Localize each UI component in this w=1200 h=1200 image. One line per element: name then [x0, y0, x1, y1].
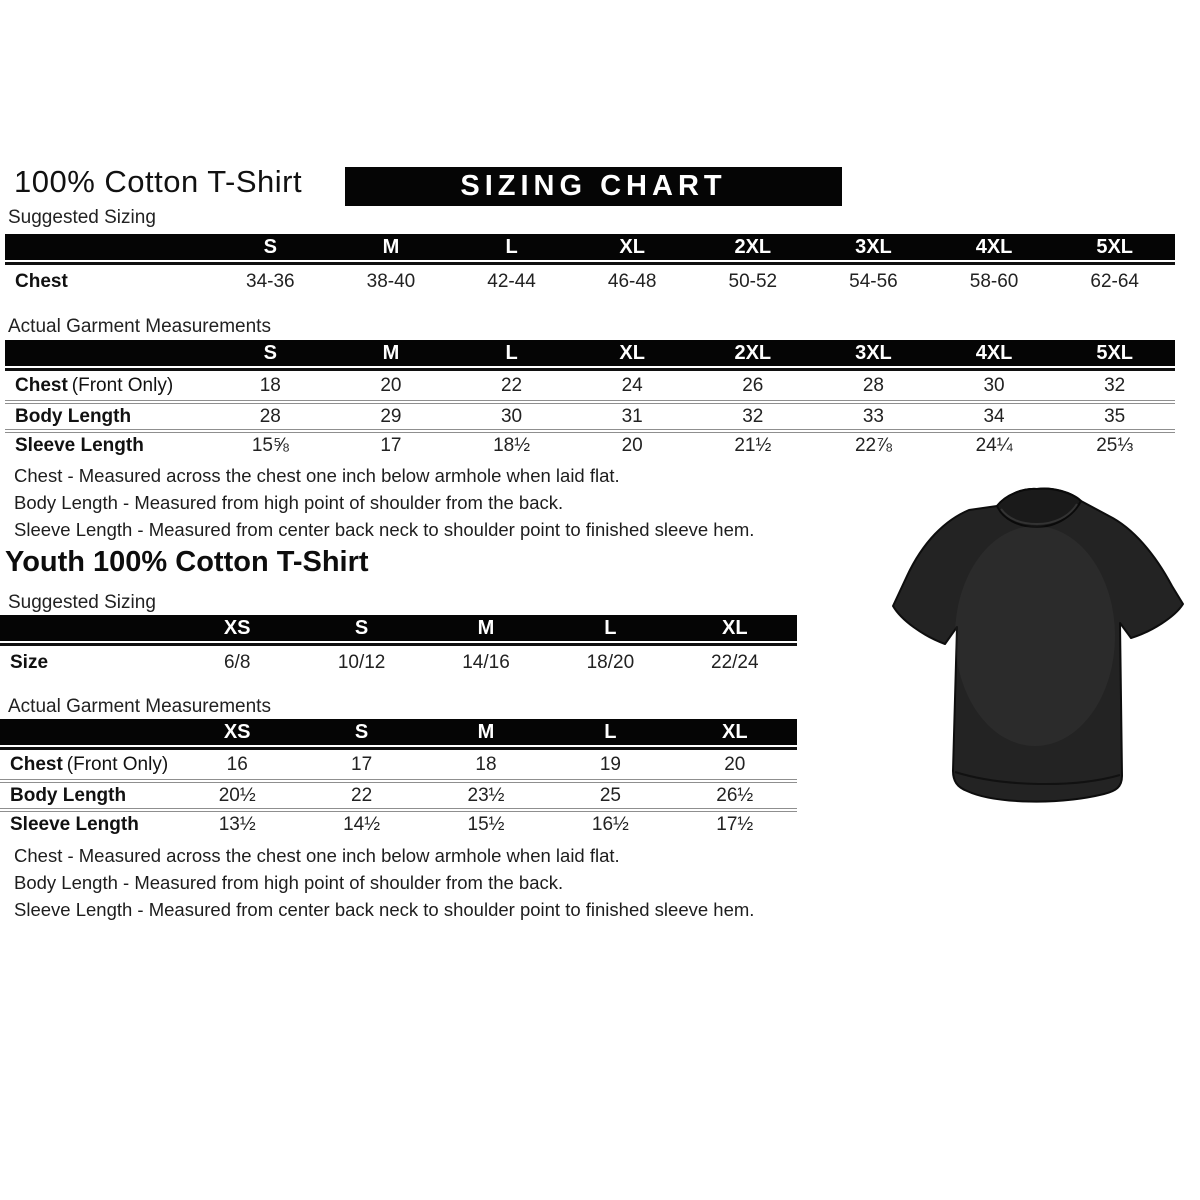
cell-value: 18/20 [586, 651, 635, 673]
size-column-header: XL [722, 721, 748, 743]
cell-value: 10/12 [337, 651, 386, 673]
adult-actual-measurements-table [5, 340, 1175, 458]
table-row [0, 779, 797, 808]
cell-value: 20 [621, 434, 643, 456]
size-column-header: S [354, 721, 369, 743]
cell-value: 16 [226, 753, 248, 775]
cell-value: 32 [1104, 374, 1126, 396]
cell-value: 17½ [716, 813, 754, 835]
cell-value: 14½ [343, 813, 381, 835]
size-column-header: 3XL [855, 236, 892, 258]
cell-value: 32 [742, 405, 764, 427]
table-row [0, 808, 797, 837]
size-column-header: L [604, 721, 617, 743]
adult-measurement-notes [14, 466, 814, 547]
cell-value: 28 [259, 405, 281, 427]
adult-suggested-sizing-label: Suggested Sizing [8, 207, 156, 228]
size-column-header: XS [223, 617, 251, 639]
cell-value: 23½ [467, 784, 505, 806]
size-column-header: 5XL [1096, 342, 1134, 364]
cell-value: 21½ [734, 434, 772, 456]
row-label: Body Length [15, 405, 132, 427]
cell-value: 15½ [467, 813, 505, 835]
cell-value: 34-36 [246, 270, 295, 292]
cell-value: 26½ [716, 784, 754, 806]
cell-value: 54-56 [849, 270, 898, 292]
size-column-header: M [477, 617, 495, 639]
note-sleeve-length: Sleeve Length - Measured from center back neck to shoulder point to finished sleeve hem. [14, 899, 755, 920]
size-column-header: XS [223, 721, 251, 743]
cell-value: 30 [983, 374, 1005, 396]
table-row [0, 646, 797, 679]
cell-value: 46-48 [607, 270, 657, 292]
size-column-header: 5XL [1096, 236, 1134, 258]
cell-value: 20 [724, 753, 746, 775]
size-column-header: 3XL [855, 342, 892, 364]
row-label: Chest [15, 270, 68, 292]
cell-value: 22⅞ [854, 434, 892, 456]
size-column-header: S [354, 617, 369, 639]
cell-value: 22 [500, 374, 523, 396]
row-label: Sleeve Length [15, 434, 144, 456]
page-title: 100% Cotton T-Shirt [14, 164, 303, 199]
cell-value: 25⅓ [1096, 434, 1134, 456]
cell-value: 29 [380, 405, 402, 427]
youth-actual-measurements-table [0, 719, 797, 837]
cell-value: 42-44 [487, 270, 536, 292]
cell-value: 34 [983, 405, 1005, 427]
cell-value: 20 [380, 374, 402, 396]
sizing-chart-banner-label: SIZING CHART [460, 170, 727, 202]
cell-value: 6/8 [223, 651, 251, 673]
adult-suggested-sizing-table [5, 234, 1175, 298]
cell-value: 14/16 [462, 651, 510, 673]
note-body-length: Body Length - Measured from high point of shoulder from the back. [14, 492, 564, 513]
size-column-header: 2XL [734, 236, 772, 258]
table-row [0, 750, 797, 779]
cell-value: 22/24 [711, 651, 759, 673]
table-row [5, 265, 1175, 298]
cell-value: 24¼ [975, 434, 1013, 456]
youth-suggested-header-row [0, 615, 797, 641]
row-label: Body Length [10, 784, 127, 806]
cell-value: 62-64 [1090, 270, 1139, 292]
cell-value: 17 [351, 753, 373, 775]
adult-actual-header-row [5, 340, 1175, 366]
adult-suggested-header-row [5, 234, 1175, 260]
size-column-header: XL [619, 342, 645, 364]
cell-value: 18½ [493, 434, 531, 456]
note-body-length: Body Length - Measured from high point of shoulder from the back. [14, 872, 564, 893]
cell-value: 15⅝ [251, 434, 289, 456]
sizing-chart-banner [345, 167, 842, 206]
cell-value: 28 [862, 374, 884, 396]
youth-measurement-notes [14, 846, 814, 927]
size-column-header: XL [619, 236, 645, 258]
youth-actual-header-row [0, 719, 797, 745]
youth-actual-measurements-label: Actual Garment Measurements [8, 696, 271, 717]
size-column-header: L [604, 617, 617, 639]
cell-value: 38-40 [366, 270, 416, 292]
youth-section-title: Youth 100% Cotton T-Shirt [5, 546, 369, 578]
black-t-shirt-illustration [885, 476, 1193, 808]
cell-value: 13½ [218, 813, 256, 835]
size-column-header: L [505, 342, 518, 364]
table-row [5, 429, 1175, 458]
cell-value: 31 [621, 405, 643, 427]
size-column-header: S [263, 342, 277, 364]
cell-value: 26 [742, 374, 764, 396]
cell-value: 58-60 [969, 270, 1019, 292]
size-column-header: L [505, 236, 518, 258]
note-chest: Chest - Measured across the chest one inch below armhole when laid flat. [14, 465, 620, 486]
note-sleeve-length: Sleeve Length - Measured from center back neck to shoulder point to finished sleeve hem. [14, 519, 755, 540]
cell-value: 35 [1104, 405, 1126, 427]
cell-value: 20½ [218, 784, 256, 806]
size-column-header: M [382, 342, 400, 364]
cell-value: 25 [599, 784, 621, 806]
cell-value: 18 [475, 753, 497, 775]
t-shirt-product-image [885, 476, 1193, 808]
cell-value: 30 [500, 405, 523, 427]
note-chest: Chest - Measured across the chest one inch below armhole when laid flat. [14, 845, 620, 866]
size-column-header: S [263, 236, 277, 258]
table-row [5, 371, 1175, 400]
cell-value: 19 [599, 753, 621, 775]
cell-value: 22 [351, 784, 373, 806]
youth-suggested-sizing-table [0, 615, 797, 679]
cell-value: 16½ [591, 813, 629, 835]
row-label: Chest (Front Only) [10, 753, 169, 775]
cell-value: 18 [259, 374, 281, 396]
size-column-header: 4XL [975, 342, 1013, 364]
cell-value: 33 [862, 405, 884, 427]
row-label: Sleeve Length [10, 813, 139, 835]
cell-value: 24 [621, 374, 643, 396]
row-label: Size [10, 651, 49, 673]
size-column-header: XL [722, 617, 748, 639]
size-column-header: M [382, 236, 400, 258]
row-label: Chest (Front Only) [15, 374, 174, 396]
cell-value: 50-52 [728, 270, 778, 292]
size-column-header: M [477, 721, 495, 743]
cell-value: 17 [380, 434, 402, 456]
youth-suggested-sizing-label: Suggested Sizing [8, 592, 156, 613]
size-column-header: 2XL [734, 342, 772, 364]
adult-actual-measurements-label: Actual Garment Measurements [8, 316, 271, 337]
size-column-header: 4XL [975, 236, 1013, 258]
table-row [5, 400, 1175, 429]
